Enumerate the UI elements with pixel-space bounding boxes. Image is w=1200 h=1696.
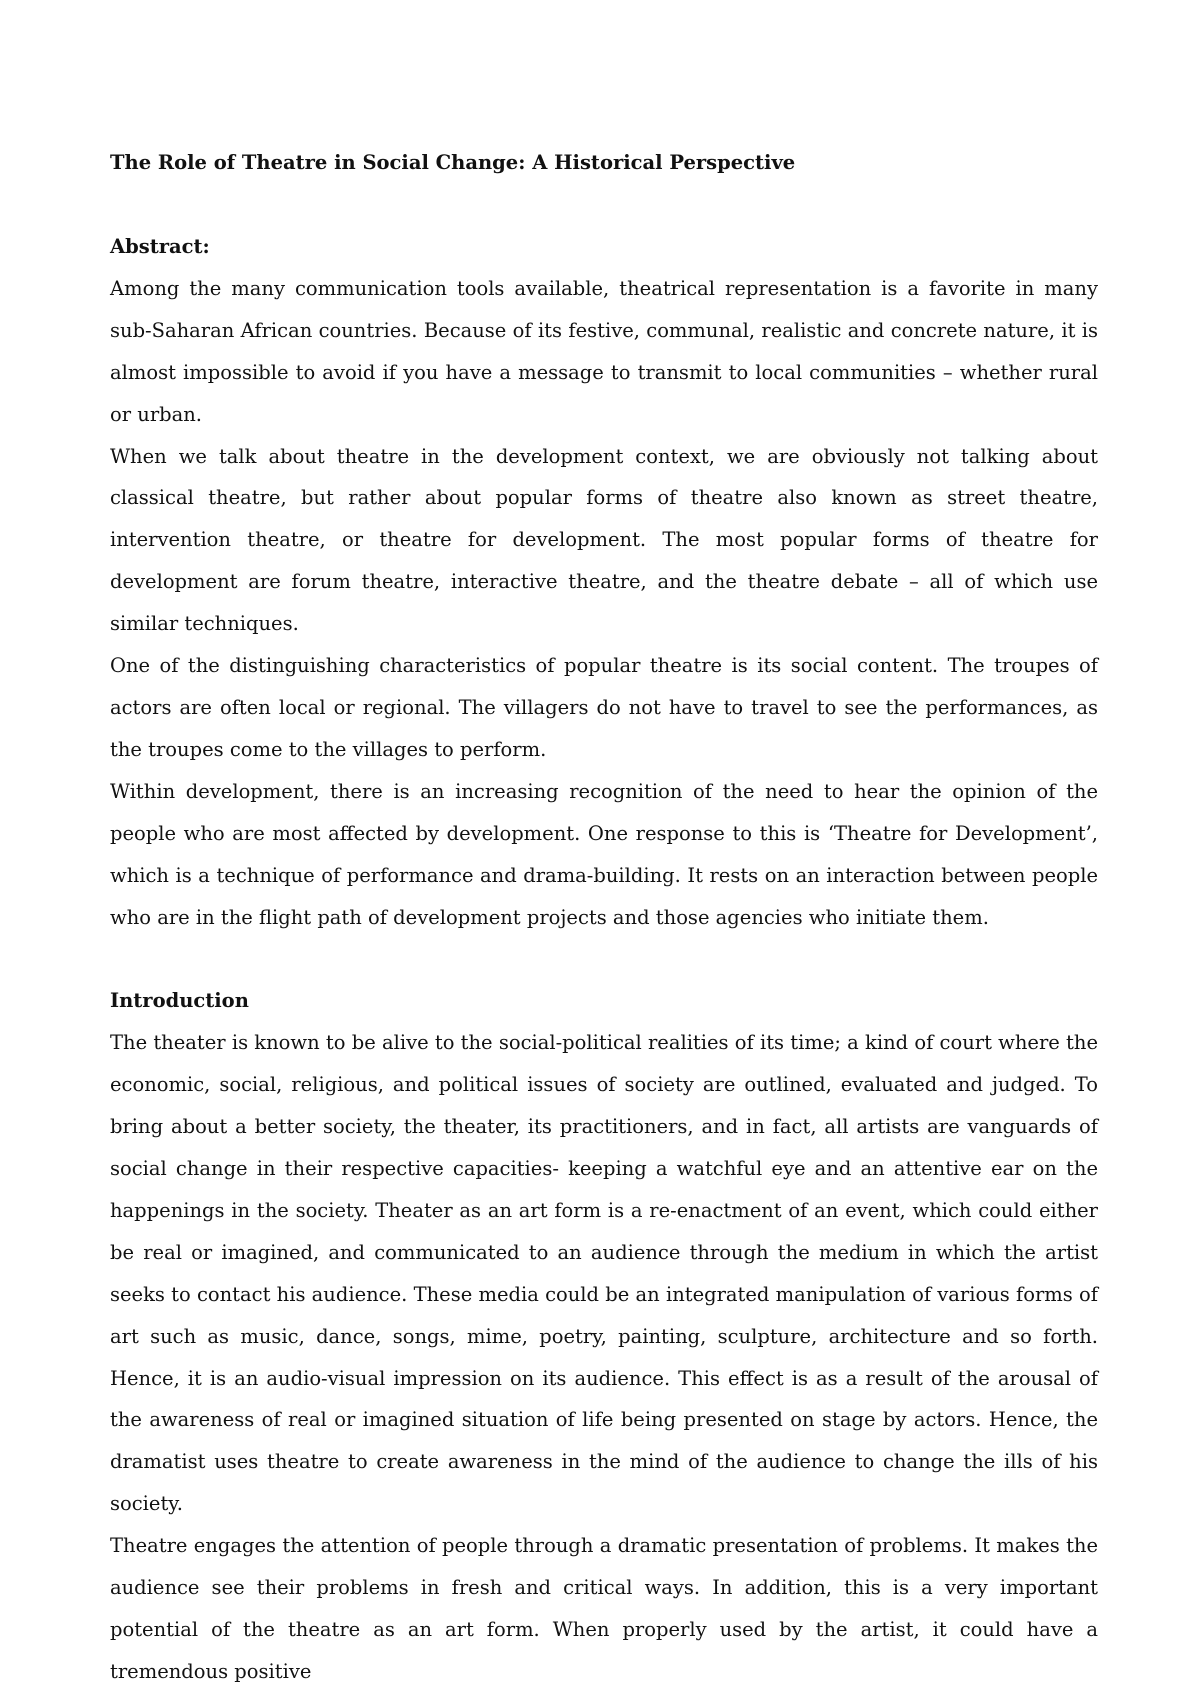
spacer	[110, 184, 1098, 226]
introduction-paragraph-2: Theatre engages the attention of people through a dramatic presentation of problems. It makes the audience see their problems in fresh and critical ways. In addition, this is a very important potential of the theatre as an art form. When properly used by the artist, it could have a tremendous positive	[110, 1534, 1098, 1683]
document-title: The Role of Theatre in Social Change: A Historical Perspective	[110, 151, 796, 174]
abstract-paragraph-2: When we talk about theatre in the development context, we are obviously not talking about classical theatre, but rather about popular forms of theatre also known as street theatre, intervention theatre, or theatre for development. The most popular forms of theatre for development are forum theatre, interactive theatre, and the theatre debate – all of which use similar techniques.	[110, 444, 1098, 636]
abstract-paragraph-4: Within development, there is an increasing recognition of the need to hear the opinion of the people who are most affected by development. One response to this is ‘Theatre for Development’, which is a technique of performance and drama-building. It rests on an interaction between people who are in the flight path of development projects and those agencies who initiate them.	[110, 779, 1098, 929]
document-body	[110, 142, 1098, 1693]
abstract-paragraph-3: One of the distinguishing characteristics of popular theatre is its social content. The troupes of actors are often local or regional. The villagers do not have to travel to see the performances, as the troupes come to the villages to perform.	[110, 654, 1098, 761]
spacer	[110, 938, 1098, 980]
introduction-heading: Introduction	[110, 989, 249, 1013]
abstract-paragraph-1: Among the many communication tools available, theatrical representation is a favorite in many sub-Saharan African countries. Because of its festive, communal, realistic and concrete nature, it is almost impossible to avoid if you have a message to transmit to local communities – whether rural or urban.	[110, 276, 1098, 426]
introduction-paragraph-1: The theater is known to be alive to the social-political realities of its time; a kind of court where the economic, social, religious, and political issues of society are outlined, evaluated and judged. To bring about a better society, the theater, its practitioners, and in fact, all artists are vanguards of social change in their respective capacities- keeping a watchful eye and an attentive ear on the happenings in the society. Theater as an art form is a re-enactment of an event, which could either be real or imagined, and communicated to an audience through the medium in which the artist seeks to contact his audience. These media could be an integrated manipulation of various forms of art such as music, dance, songs, mime, poetry, painting, sculpture, architecture and so forth. Hence, it is an audio-visual impression on its audience. This effect is as a result of the arousal of the awareness of real or imagined situation of life being presented on stage by actors. Hence, the dramatist uses theatre to create awareness in the mind of the audience to change the ills of his society.	[110, 1031, 1098, 1516]
abstract-heading: Abstract:	[110, 235, 210, 258]
